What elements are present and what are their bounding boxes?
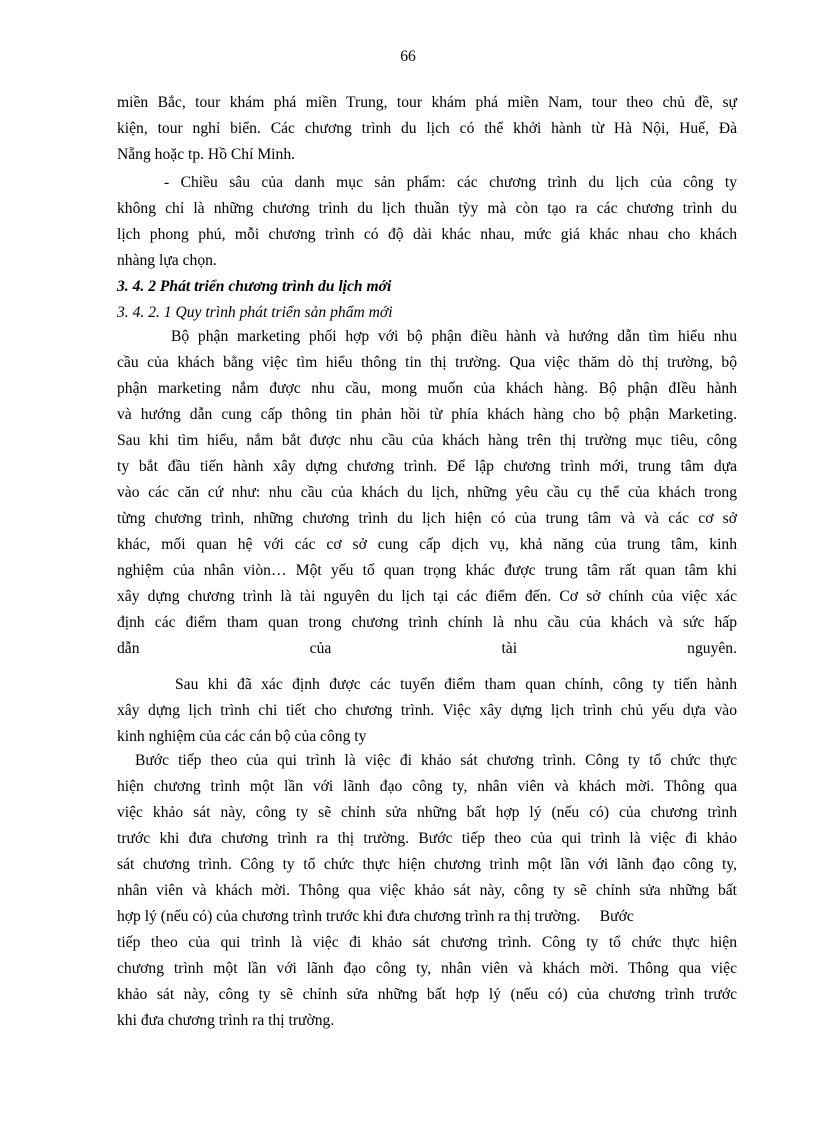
text-line: nghiệm của nhân viòn… Một yếu tố quan trọng khác được trung tâm rất quan tâm khi [117, 562, 737, 579]
text-line: xây dựng lịch trình chi tiết cho chương trình. Việc xây dựng lịch trình chủ yếu dựa vào [117, 702, 737, 719]
text-line: Bước tiếp theo của qui trình là việc đi khảo sát chương trình. Công ty tổ chức thực [135, 752, 737, 769]
text-line: ty bắt đầu tiến hành xây dựng chương trình. Để lập chương trình mới, trung tâm dựa [117, 458, 737, 475]
text-line: xây dựng chương trình là tài nguyên du lịch tại các điểm đến. Cơ sở chính của việc xác [117, 588, 737, 605]
text-line: kiện, tour nghỉ biển. Các chương trình du lịch có thể khởi hành từ Hà Nội, Huế, Đà [117, 120, 737, 137]
text-line: sát chương trình. Công ty tổ chức thực hiện chương trình một lần với lãnh đạo công ty, [117, 856, 737, 873]
text-line: không chỉ là những chương trình du lịch thuần tỳy mà còn tạo ra các chương trình du [117, 200, 737, 217]
text-line: hợp lý (nếu có) của chương trình trước khi đưa chương trình ra thị trường. Bước [117, 908, 634, 925]
text-line: trước khi đưa chương trình ra thị trường. Bước tiếp theo của qui trình là việc đi khảo [117, 830, 737, 847]
text-line: khi đưa chương trình ra thị trường. [117, 1012, 335, 1029]
text-line: kinh nghiệm của các cán bộ của công ty [117, 728, 367, 745]
text-line: chương trình một lần với lãnh đạo công ty, nhân viên và khách mời. Thông qua việc [117, 960, 737, 977]
text-line: từng chương trình, những chương trình du lịch hiện có của trung tâm và và các cơ sở [117, 510, 737, 527]
text-line: việc khảo sát này, công ty sẽ chỉnh sửa những bất hợp lý (nếu có) của chương trình [117, 804, 737, 821]
text-line: và hướng dẫn cung cấp thông tin phản hồi từ phía khách hàng cho bộ phận Marketing. [117, 406, 737, 423]
text-line: tiếp theo của qui trình là việc đi khảo sát chương trình. Công ty tổ chức thực hiện [117, 934, 737, 951]
section-heading: 3. 4. 2 Phát triển chương trình du lịch mới [117, 278, 392, 295]
text-line: miền Bắc, tour khám phá miền Trung, tour khám phá miền Nam, tour theo chủ đề, sự [117, 94, 737, 111]
text-line: - Chiều sâu của danh mục sản phẩm: các chương trình du lịch của công ty [164, 174, 737, 191]
text-line: phận marketing nắm được nhu cầu, mong muốn của khách hàng. Bộ phận đIều hành [117, 380, 737, 397]
text-line: định các điểm tham quan trong chương trình chính là nhu cầu của khách và sức hấp [117, 614, 737, 631]
text-line: hiện chương trình một lần với lãnh đạo công ty, nhân viên và khách mời. Thông qua [117, 778, 737, 795]
page-number: 66 [400, 48, 416, 65]
text-line: Sau khi tìm hiểu, nắm bắt được nhu cầu của khách hàng trên thị trường mục tiêu, công [117, 432, 737, 449]
text-line: khảo sát này, công ty sẽ chỉnh sửa những bất hợp lý (nếu có) của chương trình trước [117, 986, 737, 1003]
text-line: Bộ phận marketing phối hợp với bộ phận điều hành và hướng dẫn tìm hiểu nhu [171, 328, 737, 345]
text-line: dẫn của tài nguyên. [117, 640, 737, 657]
text-line: Nẵng hoặc tp. Hồ Chí Minh. [117, 146, 296, 163]
text-line: cầu của khách bằng việc tìm hiểu thông tin thị trường. Qua việc thăm dò thị trường, bộ [117, 354, 737, 371]
text-line: vào các căn cứ như: nhu cầu của khách du lịch, những yêu cầu cụ thể của khách trong [117, 484, 737, 501]
text-line: Sau khi đã xác định được các tuyến điểm tham quan chính, công ty tiến hành [175, 676, 737, 693]
subsection-heading: 3. 4. 2. 1 Quy trình phát triển sản phẩm mới [117, 304, 393, 321]
text-line: lịch phong phú, mỗi chương trình có độ dài khác nhau, mức giá khác nhau cho khách [117, 226, 737, 243]
text-line: nhân viên và khách mời. Thông qua việc khảo sát này, công ty sẽ chỉnh sửa những bất [117, 882, 737, 899]
text-line: khác, mối quan hệ với các cơ sở cung cấp dịch vụ, khả năng của trung tâm, kinh [117, 536, 737, 553]
text-line: nhàng lựa chọn. [117, 252, 217, 269]
